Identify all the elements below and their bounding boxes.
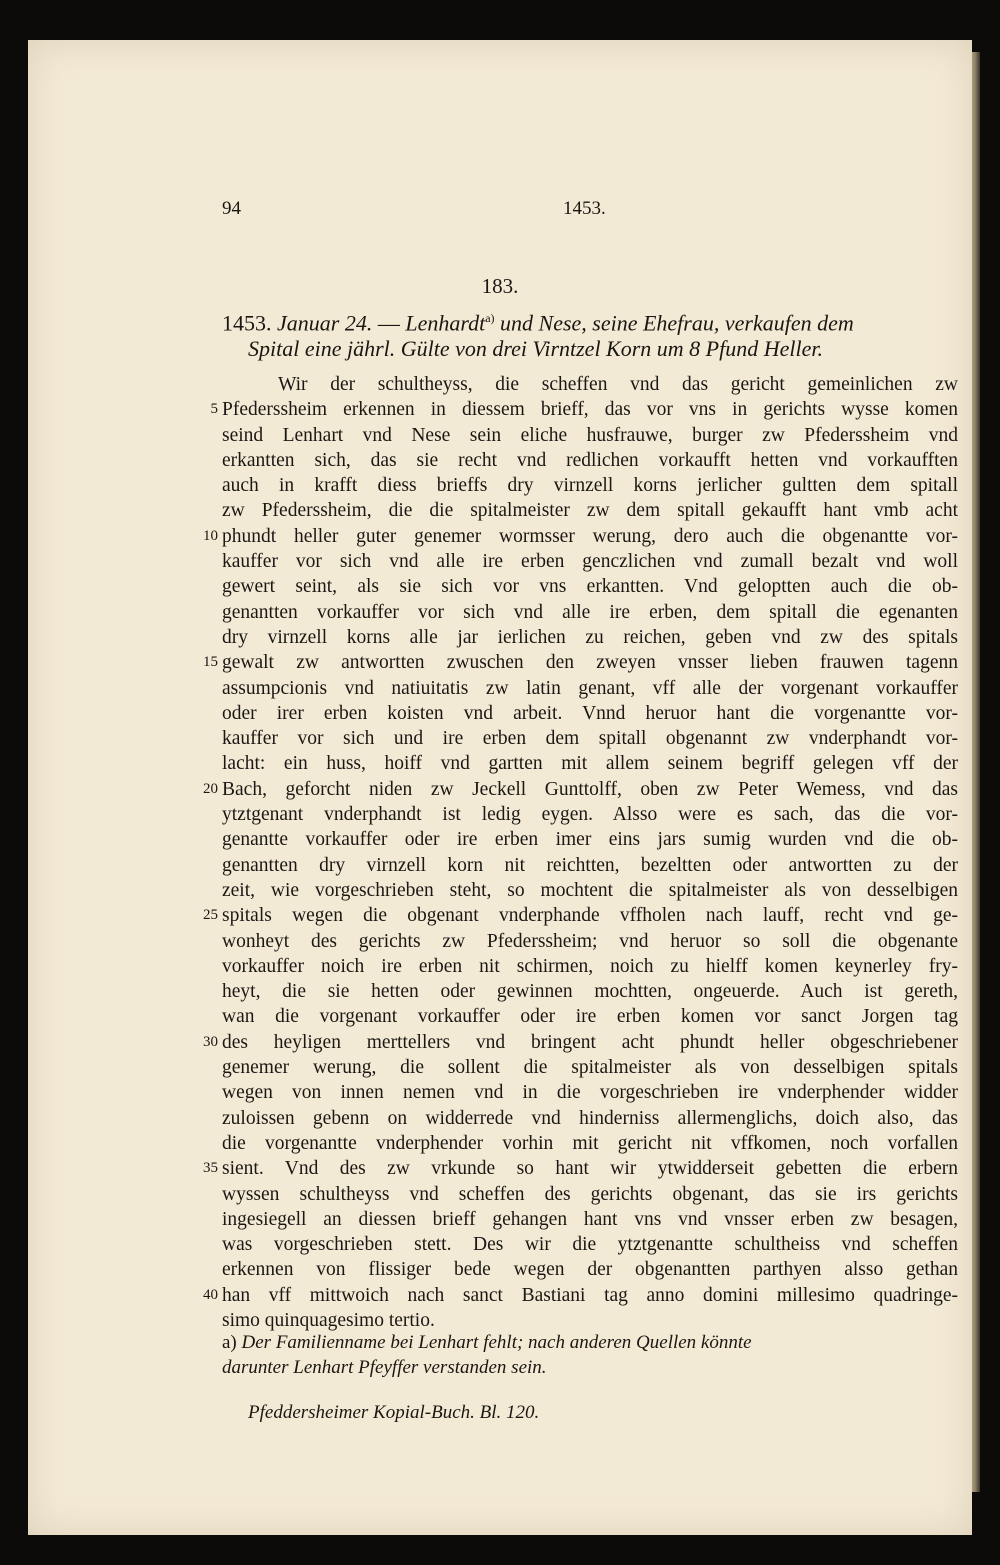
line-number: 5 — [210, 401, 218, 418]
line-text: wan die vorgenant vorkauffer oder ire erben komen vor sanct Jorgen tag — [222, 1006, 958, 1028]
page — [28, 40, 972, 1535]
line-text: wonheyt des gerichts zw Pfederssheim; vnd heruor so soll die obgenante — [222, 930, 958, 952]
regest-line-1 — [222, 305, 962, 336]
text-line — [28, 1030, 972, 1055]
text-line — [28, 676, 972, 701]
text-line — [28, 1106, 972, 1131]
regest-line-2: Spital eine jährl. Gülte von drei Virntzel Korn um 8 Pfund Heller. — [248, 336, 823, 362]
text-line — [28, 1055, 972, 1080]
line-number: 10 — [203, 527, 218, 544]
text-line — [28, 1080, 972, 1105]
line-text: Bach, geforcht niden zw Jeckell Gunttolff, oben zw Peter Wemess, vnd das — [222, 778, 958, 800]
footnote-line-2: darunter Lenhart Pfeyffer verstanden sein. — [222, 1357, 547, 1378]
text-line — [28, 1257, 972, 1282]
line-text: zw Pfederssheim, die die spitalmeister zw dem spitall gekaufft hant vmb acht — [222, 500, 958, 522]
line-text: Pfederssheim erkennen in diessem brieff, das vor vns in gerichts wysse komen — [222, 399, 958, 421]
line-text: han vff mittwoich nach sanct Bastiani tag anno domini millesimo quadringe- — [222, 1284, 958, 1306]
document-number: 183. — [481, 274, 519, 298]
line-text: oder irer erben koisten vnd arbeit. Vnnd heruor hant die vorgenantte vor- — [222, 702, 958, 724]
footnote — [222, 1330, 962, 1355]
line-text: genantte vorkauffer oder ire erben imer eins jars sumig wurden vnd die ob- — [222, 829, 958, 851]
line-text: heyt, die sie hetten oder gewinnen mochtten, ongeuerde. Auch ist gereth, — [222, 981, 958, 1003]
line-text: was vorgeschrieben stett. Des wir die ytztgenantte schultheiss vnd scheffen — [222, 1234, 958, 1256]
text-line — [28, 372, 972, 397]
text-line — [28, 473, 972, 498]
text-line — [28, 650, 972, 675]
regest-name: Lenhardt — [405, 310, 486, 336]
text-line — [28, 878, 972, 903]
line-text: wyssen schultheyss vnd scheffen des gerichts obgenant, das sie irs gerichts — [222, 1183, 958, 1205]
line-text: die vorgenantte vnderphender vorhin mit gericht nit vffkomen, noch vorfallen — [222, 1132, 958, 1154]
footnote-line-2-wrap — [222, 1355, 962, 1380]
text-line — [28, 751, 972, 776]
line-text: spitals wegen die obgenant vnderphande vffholen nach lauff, recht vnd ge- — [222, 905, 958, 927]
footnote-line-1: Der Familienname bei Lenhart fehlt; nach anderen Quellen könnte — [241, 1332, 752, 1353]
text-line — [28, 574, 972, 599]
line-text: erkantten sich, das sie recht vnd redlichen vorkaufft hetten vnd vorkaufften — [222, 449, 958, 471]
text-line — [28, 498, 972, 523]
footnote-marker: a) — [222, 1332, 237, 1353]
line-number: 15 — [203, 654, 218, 671]
text-line — [28, 1182, 972, 1207]
regest-dash: — — [377, 310, 400, 336]
line-number: 35 — [203, 1160, 218, 1177]
text-line — [28, 397, 972, 422]
text-line — [28, 1207, 972, 1232]
line-text: wegen von innen nemen vnd in die vorgeschrieben ire vnderphender widder — [222, 1082, 958, 1104]
line-text: ingesiegell an diessen brieff gehangen hant vns vnd vnsser erben zw besagen, — [222, 1208, 958, 1230]
regest-summary — [222, 305, 962, 362]
line-text: zeit, wie vorgeschrieben steht, so mochtent die spitalmeister als von desselbigen — [222, 879, 958, 901]
text-line — [28, 1156, 972, 1181]
text-line — [28, 1131, 972, 1156]
line-text: gewalt zw antwortten zwuschen den zweyen vnsser lieben frauwen tagenn — [222, 652, 958, 674]
regest-date-prefix: 1453. — [222, 310, 272, 336]
charter-text — [28, 372, 972, 1333]
regest-line-1-rest: und Nese, seine Ehefrau, verkaufen dem — [500, 310, 854, 336]
line-number: 25 — [203, 907, 218, 924]
text-line — [28, 625, 972, 650]
line-text: genemer werung, die sollent die spitalmeister als von desselbigen spitals — [222, 1057, 958, 1079]
line-text: gewert seint, als sie sich vor vns erkantten. Vnd geloptten auch die ob- — [222, 576, 958, 598]
line-number: 20 — [203, 780, 218, 797]
regest-date: Januar 24. — [277, 310, 373, 336]
line-text: Wir der schultheyss, die scheffen vnd das gericht gemeinlichen zw — [278, 374, 958, 395]
line-text: genantten dry virnzell korn nit reichtten, bezeltten oder antwortten zu der — [222, 854, 958, 876]
text-line — [28, 448, 972, 473]
line-text: genantten vorkauffer vor sich vnd alle ire erben, dem spitall die egenanten — [222, 601, 958, 623]
text-line — [28, 1283, 972, 1308]
text-line — [28, 524, 972, 549]
line-number: 30 — [203, 1033, 218, 1050]
page-number: 94 — [222, 198, 241, 219]
text-line — [28, 549, 972, 574]
text-line — [28, 827, 972, 852]
notes-section — [222, 1330, 962, 1425]
text-line — [28, 600, 972, 625]
text-line — [28, 954, 972, 979]
text-line — [28, 726, 972, 751]
text-line — [28, 802, 972, 827]
text-line — [28, 1004, 972, 1029]
line-text: auch in krafft diess brieffs dry virnzell korns jerlicher gultten dem spitall — [222, 475, 958, 497]
header-year: 1453. — [563, 198, 606, 219]
text-line — [28, 853, 972, 878]
line-text: kauffer vor sich vnd alle ire erben genczlichen vnd zumall bezalt vnd woll — [222, 551, 958, 573]
text-line — [28, 979, 972, 1004]
text-line — [28, 929, 972, 954]
footnote-marker-ref: a) — [485, 311, 495, 325]
line-text: kauffer vor sich und ire erben dem spitall obgenannt zw vnderphandt vor- — [222, 728, 958, 750]
line-text: erkennen von flissiger bede wegen der obgenantten parthyen alsso gethan — [222, 1259, 958, 1281]
line-text: dry virnzell korns alle jar ierlichen zu reichen, geben vnd zw des spitals — [222, 626, 958, 648]
line-text: zuloissen gebenn on widderrede vnd hinderniss allermenglichs, doich also, das — [222, 1107, 958, 1129]
line-number: 40 — [203, 1286, 218, 1303]
text-line — [28, 777, 972, 802]
running-header — [28, 198, 972, 228]
line-text: phundt heller guter genemer wormsser werung, dero auch die obgenantte vor- — [222, 525, 958, 547]
line-text: sient. Vnd des zw vrkunde so hant wir ytwidderseit gebetten die erbern — [222, 1158, 958, 1180]
line-text: vorkauffer noich ire erben nit schirmen, noich zu hielff komen keynerley fry- — [222, 955, 958, 977]
text-line — [28, 423, 972, 448]
line-text: des heyligen merttellers vnd bringent acht phundt heller obgeschriebener — [222, 1031, 958, 1053]
line-text: simo quinquagesimo tertio. — [222, 1309, 435, 1331]
text-line — [28, 903, 972, 928]
source-citation: Pfeddersheimer Kopial-Buch. Bl. 120. — [248, 1402, 540, 1423]
text-line — [28, 1232, 972, 1257]
line-text: seind Lenhart vnd Nese sein eliche husfrauwe, burger zw Pfederssheim vnd — [222, 424, 958, 446]
text-line — [28, 701, 972, 726]
line-text: assumpcionis vnd natiuitatis zw latin genant, vff alle der vorgenant vorkauffer — [222, 677, 958, 699]
line-text: ytztgenant vnderphandt ist ledig eygen. Alsso were es sach, das die vor- — [222, 804, 958, 826]
line-text: lacht: ein huss, hoiff vnd gartten mit allem seinem begriff gelegen vff der — [222, 753, 958, 775]
